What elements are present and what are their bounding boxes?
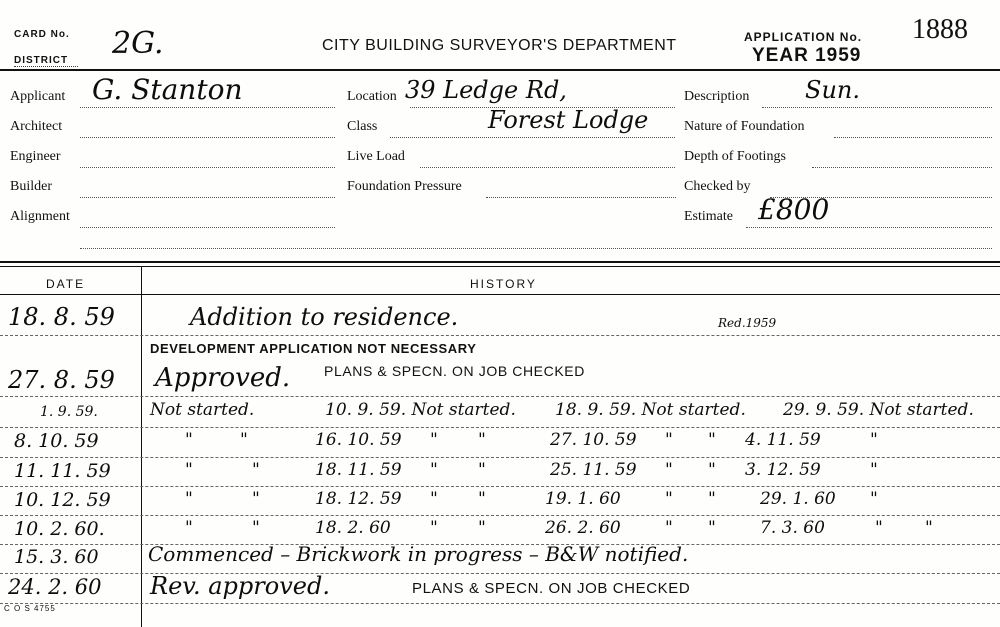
history-cell: ": [478, 430, 486, 450]
field-line: [410, 107, 675, 108]
district-label: DISTRICT: [14, 55, 69, 66]
history-cell: 16. 10. 59: [315, 430, 402, 450]
engineer-label: Engineer: [10, 149, 61, 164]
history-date: 27. 8. 59: [8, 366, 115, 394]
history-stamp: DEVELOPMENT APPLICATION NOT NECESSARY: [150, 341, 477, 356]
history-cell: 29. 1. 60: [760, 489, 836, 509]
field-line: [80, 197, 335, 198]
architect-label: Architect: [10, 119, 63, 134]
checked-by-label: Checked by: [684, 179, 751, 194]
history-cell: ": [478, 518, 486, 538]
history-cell: ": [708, 430, 716, 450]
row-line: [0, 335, 1000, 336]
history-cell: ": [870, 489, 878, 509]
history-cell: 27. 10. 59: [550, 430, 637, 450]
history-cell: 25. 11. 59: [550, 460, 637, 480]
row-line: [0, 396, 1000, 397]
history-cell: ": [870, 430, 878, 450]
field-line: [486, 197, 676, 198]
field-line: [390, 137, 675, 138]
history-column-header: HISTORY: [470, 277, 537, 291]
history-entry: Addition to residence.: [190, 303, 459, 331]
row-line: [0, 515, 1000, 516]
history-date: 15. 3. 60: [14, 546, 99, 568]
location-value-2: Forest Lodge: [488, 106, 649, 134]
description-label: Description: [684, 89, 750, 104]
history-date: 11. 11. 59: [14, 460, 111, 482]
depth-of-footings-label: Depth of Footings: [684, 149, 786, 164]
history-date: 1. 9. 59.: [40, 404, 98, 420]
history-cell: ": [870, 460, 878, 480]
live-load-label: Live Load: [347, 149, 405, 164]
nature-of-foundation-label: Nature of Foundation: [684, 119, 805, 134]
form-code: C O S 4755: [4, 604, 56, 613]
history-cell: ": [252, 518, 260, 538]
history-entry: Rev. approved.: [150, 572, 330, 600]
history-cell: ": [185, 430, 193, 450]
row-line: [0, 427, 1000, 428]
alignment-label: Alignment: [10, 209, 70, 224]
history-cell: ": [665, 460, 673, 480]
history-cell: ": [252, 489, 260, 509]
application-no-label: APPLICATION No.: [744, 30, 863, 44]
history-cell: 4. 11. 59: [745, 430, 821, 450]
district-value: 2G.: [112, 26, 164, 61]
history-stamp: PLANS & SPECN. ON JOB CHECKED: [324, 363, 585, 379]
history-entry: Commenced – Brickwork in progress – B&W notified.: [148, 542, 689, 566]
foundation-pressure-label: Foundation Pressure: [347, 179, 462, 194]
applicant-value: G. Stanton: [92, 73, 243, 106]
history-cell: 18. 11. 59: [315, 460, 402, 480]
class-label: Class: [347, 119, 378, 134]
year-label: YEAR 1959: [752, 45, 862, 66]
history-cell: ": [430, 430, 438, 450]
application-number: 1888: [912, 14, 968, 45]
history-date: 10. 12. 59: [14, 489, 111, 511]
history-cell: Not started.: [150, 400, 255, 420]
field-line: [80, 227, 335, 228]
history-date: 24. 2. 60: [8, 575, 102, 599]
history-cell: 26. 2. 60: [545, 518, 621, 538]
history-note: Red.1959: [718, 316, 777, 330]
builder-label: Builder: [10, 179, 52, 194]
history-cell: 29. 9. 59. Not started.: [783, 400, 974, 420]
history-cell: ": [708, 518, 716, 538]
location-label: Location: [347, 89, 397, 104]
estimate-value: £800: [758, 193, 830, 226]
history-entry: Approved.: [155, 363, 291, 393]
field-line: [80, 107, 335, 108]
history-stamp: PLANS & SPECN. ON JOB CHECKED: [412, 580, 691, 597]
history-cell: ": [240, 430, 248, 450]
history-cell: 18. 9. 59. Not started.: [555, 400, 746, 420]
card-no-label: CARD No.: [14, 29, 70, 40]
description-value: Sun.: [805, 76, 860, 104]
history-cell: 19. 1. 60: [545, 489, 621, 509]
history-header-rule: [0, 294, 1000, 295]
history-date: 10. 2. 60.: [14, 518, 105, 540]
history-cell: ": [478, 489, 486, 509]
field-line: [80, 137, 335, 138]
field-line: [80, 248, 992, 249]
field-line: [746, 227, 992, 228]
history-cell: 10. 9. 59. Not started.: [325, 400, 516, 420]
history-date: 8. 10. 59: [14, 430, 99, 452]
row-line: [0, 486, 1000, 487]
history-cell: ": [430, 518, 438, 538]
history-cell: ": [430, 460, 438, 480]
history-cell: ": [925, 518, 933, 538]
history-cell: ": [185, 460, 193, 480]
department-title: CITY BUILDING SURVEYOR'S DEPARTMENT: [322, 37, 677, 54]
applicant-label: Applicant: [10, 89, 66, 104]
history-cell: ": [708, 460, 716, 480]
field-line: [812, 167, 992, 168]
history-cell: ": [665, 489, 673, 509]
history-cell: ": [665, 430, 673, 450]
header-rule: [0, 69, 1000, 71]
field-line: [770, 197, 992, 198]
history-cell: ": [708, 489, 716, 509]
field-line: [834, 137, 992, 138]
history-top-rule-2: [0, 266, 1000, 267]
history-cell: ": [185, 518, 193, 538]
location-value: 39 Ledge Rd,: [405, 76, 567, 104]
history-cell: ": [478, 460, 486, 480]
history-cell: ": [252, 460, 260, 480]
history-date: 18. 8. 59: [8, 303, 115, 331]
history-cell: 18. 2. 60: [315, 518, 391, 538]
field-line: [420, 167, 675, 168]
field-line: [80, 167, 335, 168]
date-column-header: DATE: [46, 277, 86, 291]
history-top-rule: [0, 261, 1000, 263]
history-cell: ": [430, 489, 438, 509]
estimate-label: Estimate: [684, 209, 733, 224]
field-line: [762, 107, 992, 108]
row-line: [0, 457, 1000, 458]
row-line: [0, 603, 1000, 604]
history-cell: ": [665, 518, 673, 538]
history-cell: ": [185, 489, 193, 509]
district-underline: [14, 66, 78, 67]
history-cell: 18. 12. 59: [315, 489, 402, 509]
history-cell: 7. 3. 60: [760, 518, 825, 538]
history-cell: ": [875, 518, 883, 538]
history-cell: 3. 12. 59: [745, 460, 821, 480]
